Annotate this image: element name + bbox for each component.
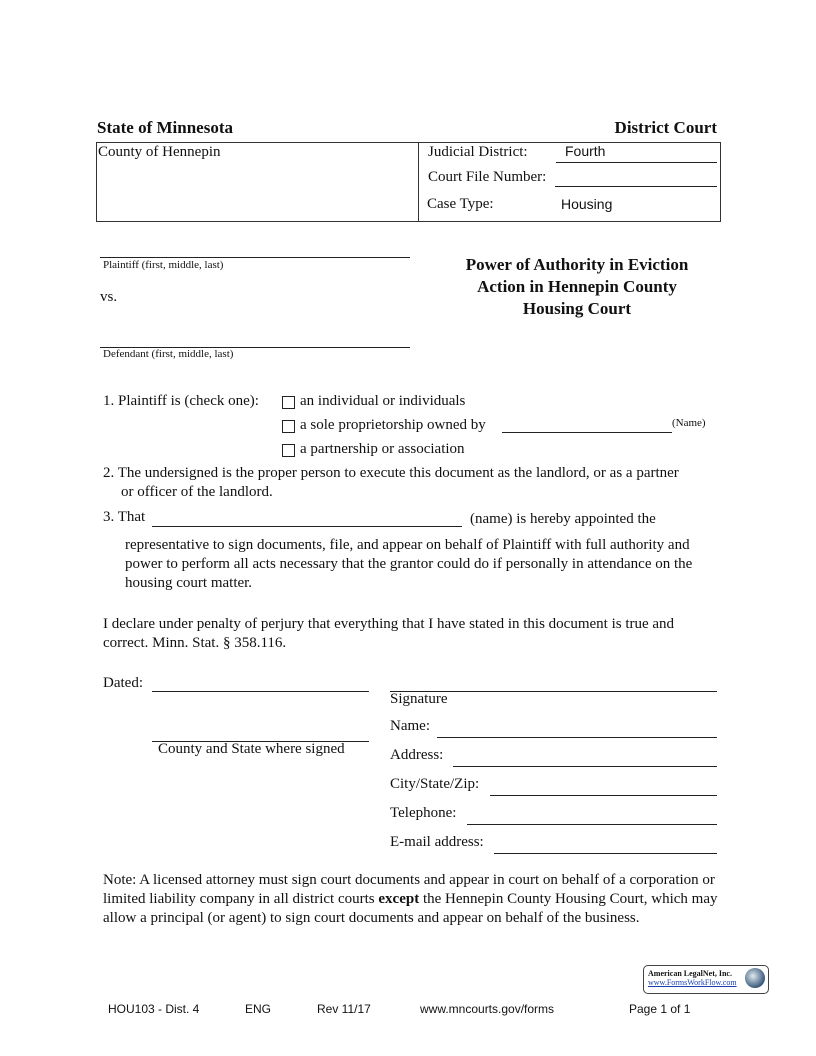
plaintiff-line[interactable]	[100, 257, 410, 258]
footer-page: Page 1 of 1	[629, 1002, 691, 1016]
option-sole-proprietorship: a sole proprietorship owned by	[300, 417, 486, 433]
document-title	[437, 254, 717, 320]
name-label: Name:	[390, 718, 430, 734]
telephone-line[interactable]	[467, 824, 717, 825]
representative-name-line[interactable]	[152, 526, 462, 527]
option-individual: an individual or individuals	[300, 393, 466, 409]
signature-label: Signature	[390, 691, 448, 707]
court-file-label: Court File Number:	[428, 169, 547, 185]
checkbox-sole-proprietorship[interactable]	[282, 420, 295, 433]
city-label: City/State/Zip:	[390, 776, 480, 792]
name-hint: (Name)	[672, 417, 706, 429]
item2-line2: or officer of the landlord.	[121, 484, 273, 500]
footer-url[interactable]: www.mncourts.gov/forms	[420, 1002, 555, 1016]
caption-divider	[418, 143, 419, 221]
note-text: the Hennepin County Housing Court, which may allow a principal (or agent) to sign court documents and appear on behalf of the business.	[103, 891, 718, 926]
note-bold: except	[378, 891, 420, 907]
footer-form: HOU103 - Dist. 4	[108, 1002, 200, 1016]
county-text: County of Hennepin	[98, 144, 221, 160]
owner-name-line[interactable]	[502, 432, 672, 433]
judicial-district-line	[556, 162, 717, 163]
court-heading: District Court	[614, 118, 717, 137]
dated-line[interactable]	[152, 691, 369, 692]
logo-link[interactable]: www.FormsWorkFlow.com	[648, 978, 737, 987]
globe-icon	[745, 968, 765, 988]
address-line[interactable]	[453, 766, 717, 767]
case-type-label: Case Type:	[427, 196, 494, 212]
note	[103, 871, 721, 928]
case-type-field[interactable]: Housing	[561, 196, 613, 212]
address-label: Address:	[390, 747, 444, 763]
plaintiff-label: Plaintiff (first, middle, last)	[103, 259, 224, 271]
declaration: I declare under penalty of perjury that everything that I have stated in this document is true and correct. Minn. Stat. § 358.116.	[103, 616, 675, 651]
item1-label: 1. Plaintiff is (check one):	[103, 393, 259, 409]
title-line: Action in Hennepin County	[477, 277, 677, 296]
item3-suffix: (name) is hereby appointed the	[470, 511, 656, 527]
state-heading: State of Minnesota	[97, 118, 233, 137]
title-line: Power of Authority in Eviction	[465, 255, 689, 274]
logo-name: American LegalNet, Inc.	[648, 969, 732, 978]
american-legalnet-logo	[643, 965, 769, 994]
email-line[interactable]	[494, 853, 717, 854]
city-line[interactable]	[490, 795, 717, 796]
dated-label: Dated:	[103, 675, 143, 691]
item3-body: representative to sign documents, file, and appear on behalf of Plaintiff with full authority and power to perform all acts necessary that the grantor could do if personally in attendance on the housing court matter.	[125, 537, 693, 591]
judicial-district-field[interactable]: Fourth	[565, 143, 606, 159]
telephone-label: Telephone:	[390, 805, 457, 821]
county-state-label: County and State where signed	[158, 741, 345, 757]
note-text: Note: A licensed attorney must sign court documents and appear in court on behalf of a corporation or limited liability company in all district courts	[103, 872, 715, 907]
defendant-label: Defendant (first, middle, last)	[103, 348, 234, 360]
item3-prefix: 3. That	[103, 509, 146, 525]
vs-text: vs.	[100, 289, 118, 305]
judicial-district-label: Judicial District:	[428, 144, 528, 160]
checkbox-individual[interactable]	[282, 396, 295, 409]
court-file-line	[555, 186, 717, 187]
footer-rev: Rev 11/17	[317, 1002, 371, 1016]
footer-lang: ENG	[245, 1002, 272, 1016]
name-line[interactable]	[437, 737, 717, 738]
option-partnership: a partnership or association	[300, 441, 465, 457]
email-label: E-mail address:	[390, 834, 484, 850]
item2-line1: 2. The undersigned is the proper person to execute this document as the landlord, or as a partner	[103, 465, 679, 481]
title-line: Housing Court	[522, 299, 632, 318]
checkbox-partnership[interactable]	[282, 444, 295, 457]
